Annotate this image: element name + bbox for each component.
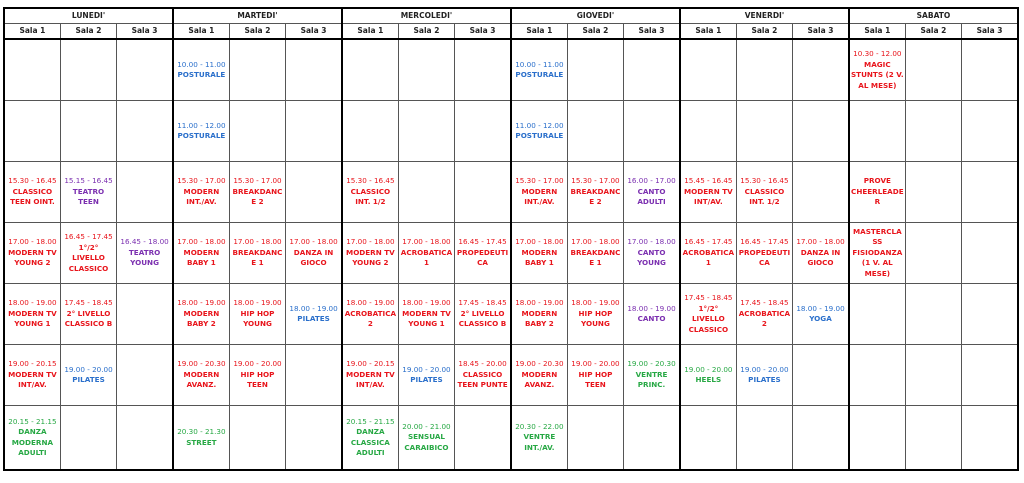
class-time: 15.45 - 16.45 [684, 176, 733, 186]
class-name: BREAKDANCE 2 [232, 186, 283, 207]
empty-cell [905, 162, 961, 223]
class-time: 18.00 - 19.00 [177, 298, 226, 308]
class-name: MODERN TV INT/AV. [346, 369, 395, 390]
room-header-sab-1: Sala 1 [849, 24, 905, 40]
time-slot-row [4, 39, 1018, 101]
class-time: 10.00 - 11.00 [515, 59, 564, 69]
day-header-ven: VENERDI' [680, 8, 849, 24]
class-name: BREAKDANCE 2 [570, 186, 621, 207]
class-name: DANZA IN GIOCO [293, 247, 334, 268]
class-time: 20.30 - 21.30 [177, 427, 226, 436]
room-header-ven-3: Sala 3 [793, 24, 849, 40]
class-name: ACROBATICA 2 [344, 308, 397, 329]
room-header-lun-2: Sala 2 [60, 24, 116, 40]
class-time: 16.45 - 17.45 [740, 237, 789, 247]
class-cell [849, 223, 905, 284]
class-cell [511, 39, 567, 101]
class-time: 17.00 - 18.00 [796, 237, 845, 247]
empty-cell [229, 39, 285, 101]
class-cell [680, 223, 736, 284]
class-time: 19.00 - 20.30 [515, 359, 564, 369]
empty-cell [736, 39, 792, 101]
empty-cell [793, 345, 849, 406]
time-slot-row [4, 345, 1018, 406]
class-time: 16.45 - 18.00 [120, 237, 169, 247]
class-name: MODERN TV YOUNG 2 [346, 247, 395, 268]
time-slot-row [4, 284, 1018, 345]
empty-cell [117, 406, 173, 471]
day-header-mar: MARTEDI' [173, 8, 342, 24]
empty-cell [680, 406, 736, 471]
class-cell [229, 223, 285, 284]
class-time: 16.00 - 17.00 [627, 176, 676, 186]
class-cell [736, 284, 792, 345]
class-cell [511, 406, 567, 471]
empty-cell [342, 101, 398, 162]
class-time: 15.30 - 17.00 [515, 176, 564, 186]
class-time: 17.45 - 18.45 [740, 298, 789, 308]
class-cell [680, 284, 736, 345]
empty-cell [117, 101, 173, 162]
class-time: 17.00 - 18.00 [515, 237, 564, 247]
day-header-sab: SABATO [849, 8, 1018, 24]
class-cell [849, 162, 905, 223]
class-name: MODERN TV YOUNG 2 [8, 247, 57, 268]
class-time: 18.00 - 19.00 [346, 298, 395, 308]
class-time: 11.00 - 12.00 [515, 120, 564, 130]
empty-cell [117, 345, 173, 406]
room-header-row [4, 24, 1018, 40]
class-time: 18.00 - 19.00 [627, 303, 676, 313]
class-cell [286, 223, 342, 284]
class-cell [342, 223, 398, 284]
empty-cell [4, 39, 60, 101]
day-header-lun: LUNEDI' [4, 8, 173, 24]
class-name: MODERN TV YOUNG 1 [402, 308, 451, 329]
empty-cell [624, 101, 680, 162]
class-name: MODERN AVANZ. [521, 369, 558, 390]
class-name: POSTURALE [177, 70, 226, 79]
class-name: MODERN BABY 1 [183, 247, 220, 268]
empty-cell [60, 101, 116, 162]
empty-cell [286, 101, 342, 162]
empty-cell [962, 162, 1018, 223]
empty-cell [793, 406, 849, 471]
class-name: MAGIC STUNTS (2 V. AL MESE) [851, 59, 904, 90]
class-cell [567, 284, 623, 345]
empty-cell [398, 39, 454, 101]
class-time: 19.00 - 20.00 [684, 364, 733, 374]
class-time: 19.00 - 20.30 [177, 359, 226, 369]
empty-cell [793, 101, 849, 162]
class-time: 19.00 - 20.00 [402, 364, 451, 374]
class-cell [793, 284, 849, 345]
empty-cell [849, 284, 905, 345]
room-header-gio-1: Sala 1 [511, 24, 567, 40]
empty-cell [905, 284, 961, 345]
class-name: PILATES [748, 375, 781, 384]
class-name: PILATES [410, 375, 443, 384]
class-cell [342, 284, 398, 345]
class-name: DANZA MODERNA ADULTI [11, 427, 54, 457]
room-header-ven-1: Sala 1 [680, 24, 736, 40]
class-name: 1°/2° LIVELLO CLASSICO [688, 303, 729, 334]
empty-cell [117, 284, 173, 345]
class-cell [173, 406, 229, 471]
empty-cell [962, 345, 1018, 406]
weekly-schedule-table [3, 7, 1019, 471]
class-time: 19.00 - 20.00 [571, 359, 620, 369]
empty-cell [624, 39, 680, 101]
class-name: MODERN BABY 2 [183, 308, 220, 329]
class-name: CANTO [637, 314, 666, 323]
empty-cell [286, 162, 342, 223]
class-name: MODERN INT./AV. [183, 186, 220, 207]
class-cell [624, 284, 680, 345]
class-cell [60, 162, 116, 223]
class-cell [4, 223, 60, 284]
class-name: CLASSICO INT. 1/2 [350, 186, 391, 207]
class-name: 2° LIVELLO CLASSICO B [64, 308, 113, 329]
class-cell [342, 345, 398, 406]
class-cell [455, 345, 511, 406]
empty-cell [455, 101, 511, 162]
class-time: 10.30 - 12.00 [853, 49, 902, 58]
class-cell [398, 345, 454, 406]
class-name: VENTRE INT./AV. [523, 432, 556, 452]
class-cell [511, 101, 567, 162]
class-name: HIP HOP TEEN [240, 369, 275, 390]
class-name: ACROBATICA 2 [738, 308, 791, 329]
class-time: 17.45 - 18.45 [64, 298, 113, 308]
class-cell [624, 345, 680, 406]
class-cell [736, 223, 792, 284]
class-time: 19.00 - 20.30 [627, 359, 676, 369]
time-slot-row [4, 162, 1018, 223]
class-name: TEATRO YOUNG [128, 247, 161, 268]
class-time: 17.00 - 18.00 [402, 237, 451, 247]
room-header-gio-2: Sala 2 [567, 24, 623, 40]
class-cell [117, 223, 173, 284]
class-time: 18.00 - 19.00 [402, 298, 451, 308]
class-cell [4, 284, 60, 345]
class-name: CANTO YOUNG [637, 247, 666, 268]
class-time: 15.30 - 17.00 [177, 176, 226, 186]
empty-cell [286, 39, 342, 101]
class-name: PILATES [72, 375, 105, 384]
class-cell [229, 284, 285, 345]
class-cell [680, 162, 736, 223]
class-time: 19.00 - 20.15 [8, 359, 57, 369]
empty-cell [60, 406, 116, 471]
class-time: 19.00 - 20.00 [233, 359, 282, 369]
class-name: PILATES [297, 314, 330, 323]
class-name: 1°/2° LIVELLO CLASSICO [68, 242, 109, 273]
class-name: BREAKDANCE 1 [232, 247, 283, 268]
class-cell [455, 284, 511, 345]
day-header-mer: MERCOLEDI' [342, 8, 511, 24]
class-time: 17.00 - 18.00 [627, 237, 676, 247]
class-time: 17.45 - 18.45 [684, 293, 733, 302]
class-time: 11.00 - 12.00 [177, 120, 226, 130]
room-header-mar-1: Sala 1 [173, 24, 229, 40]
class-name: MODERN BABY 2 [521, 308, 558, 329]
empty-cell [567, 39, 623, 101]
class-time: 17.00 - 18.00 [346, 237, 395, 247]
class-cell [736, 345, 792, 406]
empty-cell [793, 39, 849, 101]
class-name: CLASSICO INT. 1/2 [744, 186, 785, 207]
class-time: 16.45 - 17.45 [684, 237, 733, 247]
class-name: SENSUAL CARAIBICO [404, 432, 449, 452]
empty-cell [398, 162, 454, 223]
class-name: POSTURALE [177, 131, 226, 140]
empty-cell [60, 39, 116, 101]
room-header-sab-3: Sala 3 [962, 24, 1018, 40]
class-cell [173, 223, 229, 284]
empty-cell [962, 39, 1018, 101]
class-cell [60, 345, 116, 406]
class-name: YOGA [809, 314, 832, 323]
class-cell [793, 223, 849, 284]
class-cell [511, 162, 567, 223]
class-time: 18.00 - 19.00 [233, 298, 282, 308]
empty-cell [962, 406, 1018, 471]
class-cell [4, 406, 60, 471]
class-cell [229, 345, 285, 406]
empty-cell [455, 39, 511, 101]
day-header-gio: GIOVEDI' [511, 8, 680, 24]
class-cell [173, 284, 229, 345]
class-time: 17.00 - 18.00 [8, 237, 57, 247]
class-cell [173, 162, 229, 223]
class-name: HIP HOP TEEN [578, 369, 613, 390]
class-name: MODERN TV YOUNG 1 [8, 308, 57, 329]
class-cell [680, 345, 736, 406]
class-cell [173, 345, 229, 406]
class-name: CLASSICO TEEN OINT. [10, 186, 55, 207]
room-header-lun-1: Sala 1 [4, 24, 60, 40]
class-time: 20.15 - 21.15 [346, 416, 395, 426]
class-cell [567, 345, 623, 406]
class-cell [511, 284, 567, 345]
class-cell [398, 223, 454, 284]
empty-cell [286, 406, 342, 471]
class-time: 15.30 - 17.00 [571, 176, 620, 186]
class-time: 16.45 - 17.45 [458, 237, 507, 247]
empty-cell [962, 284, 1018, 345]
class-name: PROVE CHEERLEADER [851, 176, 904, 207]
time-slot-row [4, 223, 1018, 284]
empty-cell [117, 162, 173, 223]
class-time: 20.15 - 21.15 [8, 416, 57, 426]
empty-cell [849, 406, 905, 471]
class-name: STREET [186, 437, 217, 447]
empty-cell [905, 101, 961, 162]
empty-cell [117, 39, 173, 101]
class-time: 18.00 - 19.00 [571, 298, 620, 308]
class-time: 17.00 - 18.00 [571, 237, 620, 247]
empty-cell [905, 406, 961, 471]
class-time: 15.30 - 17.00 [233, 176, 282, 186]
class-time: 10.00 - 11.00 [177, 59, 226, 69]
class-name: HIP HOP YOUNG [578, 308, 613, 329]
class-name: ACROBATICA 1 [400, 247, 453, 268]
class-cell [849, 39, 905, 101]
class-cell [229, 162, 285, 223]
class-time: 18.00 - 19.00 [515, 298, 564, 308]
class-name: PROPEDEUTICA [456, 247, 509, 268]
class-time: 15.30 - 16.45 [8, 176, 57, 186]
class-name: MODERN AVANZ. [183, 369, 220, 390]
class-time: 18.45 - 20.00 [458, 359, 507, 369]
class-cell [511, 223, 567, 284]
class-name: MODERN TV INT/AV. [684, 186, 733, 207]
empty-cell [229, 406, 285, 471]
empty-cell [4, 101, 60, 162]
class-time: 20.00 - 21.00 [402, 421, 451, 431]
class-name: MODERN TV INT/AV. [8, 369, 57, 390]
empty-cell [342, 39, 398, 101]
empty-cell [398, 101, 454, 162]
class-cell [624, 223, 680, 284]
day-header-row [4, 8, 1018, 24]
empty-cell [567, 406, 623, 471]
empty-cell [905, 223, 961, 284]
class-cell [567, 223, 623, 284]
class-name: 2° LIVELLO CLASSICO B [458, 308, 507, 329]
class-name: DANZA CLASSICA ADULTI [350, 427, 390, 457]
empty-cell [455, 406, 511, 471]
class-time: 16.45 - 17.45 [64, 232, 113, 241]
time-slot-row [4, 406, 1018, 471]
empty-cell [793, 162, 849, 223]
class-name: HEELS [695, 375, 722, 384]
class-name: VENTRE PRINC. [635, 369, 668, 390]
class-cell [4, 162, 60, 223]
class-name: TEATRO TEEN [72, 186, 105, 207]
room-header-sab-2: Sala 2 [905, 24, 961, 40]
empty-cell [286, 345, 342, 406]
class-time: 19.00 - 20.15 [346, 359, 395, 369]
room-header-mar-3: Sala 3 [286, 24, 342, 40]
class-cell [398, 284, 454, 345]
time-slot-row [4, 101, 1018, 162]
class-name: DANZA IN GIOCO [800, 247, 841, 268]
empty-cell [680, 39, 736, 101]
class-cell [60, 284, 116, 345]
class-time: 17.00 - 18.00 [177, 237, 226, 247]
class-cell [567, 162, 623, 223]
class-name: MODERN INT./AV. [521, 186, 558, 207]
class-time: 17.00 - 18.00 [233, 237, 282, 247]
class-cell [398, 406, 454, 471]
class-name: MODERN BABY 1 [521, 247, 558, 268]
class-time: 18.00 - 19.00 [8, 298, 57, 308]
class-cell [286, 284, 342, 345]
class-time: 15.30 - 16.45 [346, 176, 395, 186]
empty-cell [229, 101, 285, 162]
room-header-mer-1: Sala 1 [342, 24, 398, 40]
empty-cell [905, 345, 961, 406]
empty-cell [736, 101, 792, 162]
class-time: 17.45 - 18.45 [458, 298, 507, 308]
class-name: BREAKDANCE 1 [570, 247, 621, 268]
class-time: 19.00 - 20.00 [64, 364, 113, 374]
class-name: MASTERCLASS FISIODANZA (1 V. AL MESE) [852, 226, 903, 278]
room-header-lun-3: Sala 3 [117, 24, 173, 40]
class-name: ACROBATICA 1 [682, 247, 735, 268]
class-name: CLASSICO TEEN PUNTE [457, 369, 508, 390]
class-time: 18.00 - 19.00 [796, 303, 845, 313]
room-header-mer-2: Sala 2 [398, 24, 454, 40]
class-cell [4, 345, 60, 406]
class-cell [511, 345, 567, 406]
class-cell [60, 223, 116, 284]
room-header-ven-2: Sala 2 [736, 24, 792, 40]
class-time: 19.00 - 20.00 [740, 364, 789, 374]
empty-cell [849, 101, 905, 162]
class-name: HIP HOP YOUNG [240, 308, 275, 329]
class-time: 15.15 - 16.45 [64, 176, 113, 186]
room-header-gio-3: Sala 3 [624, 24, 680, 40]
class-cell [173, 101, 229, 162]
empty-cell [736, 406, 792, 471]
class-cell [342, 162, 398, 223]
class-cell [455, 223, 511, 284]
empty-cell [849, 345, 905, 406]
class-time: 17.00 - 18.00 [289, 237, 338, 247]
empty-cell [680, 101, 736, 162]
class-time: 18.00 - 19.00 [289, 303, 338, 313]
empty-cell [455, 162, 511, 223]
class-name: CANTO ADULTI [637, 186, 666, 207]
class-cell [624, 162, 680, 223]
class-cell [342, 406, 398, 471]
class-name: PROPEDEUTICA [738, 247, 791, 268]
class-name: POSTURALE [515, 70, 564, 79]
class-cell [173, 39, 229, 101]
class-name: POSTURALE [515, 131, 564, 140]
class-time: 20.30 - 22.00 [515, 421, 564, 431]
empty-cell [962, 223, 1018, 284]
class-cell [736, 162, 792, 223]
empty-cell [624, 406, 680, 471]
room-header-mar-2: Sala 2 [229, 24, 285, 40]
empty-cell [567, 101, 623, 162]
class-time: 15.30 - 16.45 [740, 176, 789, 186]
empty-cell [905, 39, 961, 101]
empty-cell [962, 101, 1018, 162]
room-header-mer-3: Sala 3 [455, 24, 511, 40]
